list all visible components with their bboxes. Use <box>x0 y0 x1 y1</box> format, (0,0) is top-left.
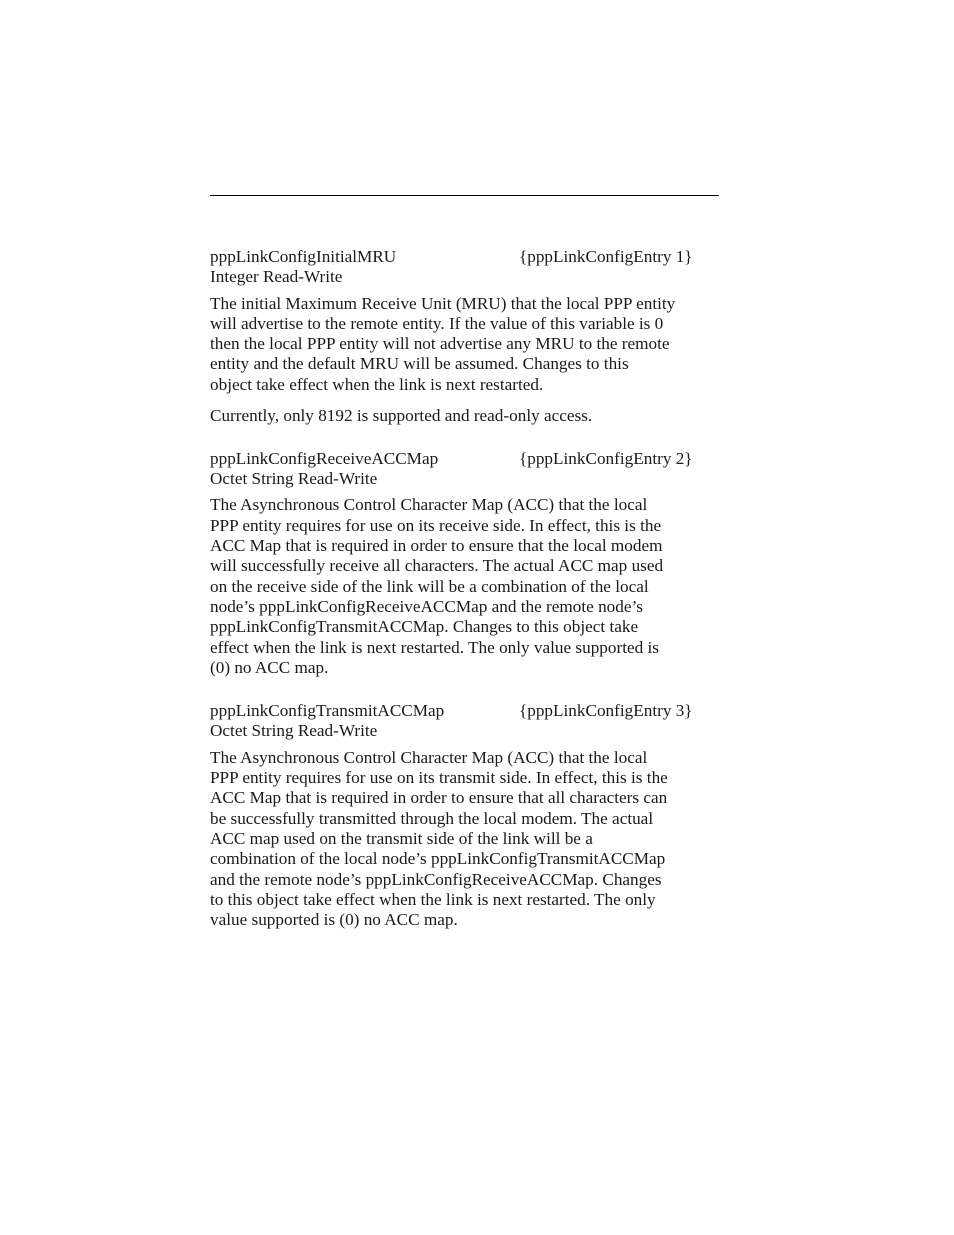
object-type: Integer Read-Write <box>210 267 343 287</box>
object-name: pppLinkConfigTransmitACCMap <box>210 701 445 721</box>
text-line: on the receive side of the link will be a combination of the local <box>210 576 649 596</box>
mib-entry-receive-acc-map <box>210 449 720 678</box>
text-line: will advertise to the remote entity. If the value of this variable is 0 <box>210 313 664 333</box>
text-line: object take effect when the link is next restarted. <box>210 374 544 394</box>
entry-description <box>210 294 720 395</box>
object-name: pppLinkConfigReceiveACCMap <box>210 448 439 468</box>
object-type: Octet String Read-Write <box>210 721 378 741</box>
text-line: value supported is (0) no ACC map. <box>210 910 458 930</box>
object-reference: {pppLinkConfigEntry 2} <box>519 448 693 468</box>
entry-heading <box>210 247 720 267</box>
object-name: pppLinkConfigInitialMRU <box>210 247 397 266</box>
mib-entry-transmit-acc-map <box>210 701 720 930</box>
text-line: The Asynchronous Control Character Map (ACC) that the local <box>210 495 648 515</box>
text-line: ACC Map that is required in order to ensure that all characters can <box>210 788 668 808</box>
entry-note <box>210 406 720 426</box>
text-line: PPP entity requires for use on its receive side. In effect, this is the <box>210 515 662 535</box>
entry-description <box>210 495 720 678</box>
text-line: and the remote node’s pppLinkConfigReceiveACCMap. Changes <box>210 869 662 889</box>
text-line: be successfully transmitted through the local modem. The actual <box>210 808 654 828</box>
object-type: Octet String Read-Write <box>210 469 378 489</box>
text-line: ACC Map that is required in order to ensure that the local modem <box>210 536 663 556</box>
text-line: PPP entity requires for use on its transmit side. In effect, this is the <box>210 768 668 788</box>
entry-heading <box>210 701 720 721</box>
object-reference: {pppLinkConfigEntry 3} <box>519 701 693 721</box>
object-reference: {pppLinkConfigEntry 1} <box>519 247 693 266</box>
entry-heading <box>210 449 720 469</box>
entry-description <box>210 748 720 931</box>
text-line: pppLinkConfigTransmitACCMap. Changes to this object take <box>210 617 639 637</box>
text-line: (0) no ACC map. <box>210 657 329 677</box>
text-line: node’s pppLinkConfigReceiveACCMap and the remote node’s <box>210 596 643 616</box>
text-line: ACC map used on the transmit side of the link will be a <box>210 828 593 848</box>
text-line: combination of the local node’s pppLinkConfigTransmitACCMap <box>210 849 666 869</box>
text-line: Currently, only 8192 is supported and read-only access. <box>210 405 593 425</box>
text-line: will successfully receive all characters. The actual ACC map used <box>210 556 664 576</box>
text-line: then the local PPP entity will not advertise any MRU to the remote <box>210 334 670 354</box>
mib-entry-initial-mru <box>210 247 720 426</box>
text-line: The initial Maximum Receive Unit (MRU) that the local PPP entity <box>210 293 676 313</box>
text-line: effect when the link is next restarted. The only value supported is <box>210 637 659 657</box>
text-line: to this object take effect when the link is next restarted. The only <box>210 889 656 909</box>
text-line: entity and the default MRU will be assumed. Changes to this <box>210 354 629 374</box>
text-line: The Asynchronous Control Character Map (ACC) that the local <box>210 747 648 767</box>
document-body <box>210 247 720 930</box>
top-rule <box>210 195 719 196</box>
